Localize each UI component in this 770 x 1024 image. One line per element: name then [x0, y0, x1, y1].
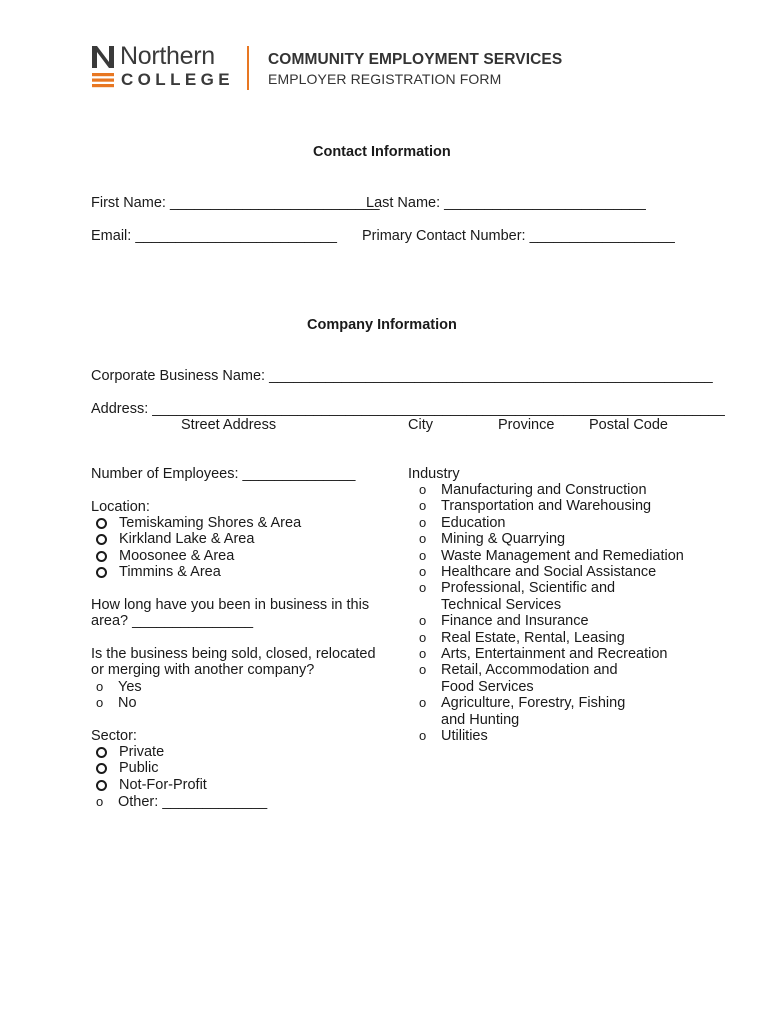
industry-option[interactable]: o Professional, Scientific and Technical Services: [407, 580, 673, 613]
business-length-field[interactable]: area? _______________: [91, 613, 254, 629]
address-postal-label: Postal Code: [589, 417, 668, 433]
sold-option-yes[interactable]: o Yes: [84, 679, 284, 695]
email-field[interactable]: Email: _________________________: [91, 228, 337, 244]
header-divider: [247, 46, 249, 90]
sector-option-label: Private: [119, 744, 165, 760]
business-name-field[interactable]: Corporate Business Name: _______________________________________________________: [91, 368, 713, 384]
radio-circle-icon[interactable]: [96, 518, 107, 529]
sector-label: Sector:: [91, 728, 137, 744]
form-department-title: COMMUNITY EMPLOYMENT SERVICES: [268, 51, 563, 68]
industry-label: Industry: [408, 466, 460, 482]
logo-wordmark-college: COLLEGE: [121, 70, 234, 89]
number-of-employees-field[interactable]: Number of Employees: ______________: [91, 466, 356, 482]
sector-option[interactable]: [96, 744, 207, 760]
address-street-label: Street Address: [181, 417, 277, 433]
radio-circle-icon[interactable]: [96, 534, 107, 545]
location-option[interactable]: [96, 515, 301, 531]
location-option-label: Timmins & Area: [119, 564, 221, 581]
location-label: Location:: [91, 499, 150, 515]
radio-circle-icon[interactable]: [96, 780, 107, 791]
location-option-label: Kirkland Lake & Area: [119, 531, 255, 548]
address-field[interactable]: Address: _______________________________________________________________________: [91, 401, 725, 417]
address-city-label: City: [408, 417, 433, 433]
first-name-field[interactable]: First Name: __________________________: [91, 195, 380, 211]
company-section-title: Company Information: [307, 317, 457, 333]
college-logo-icon: [92, 46, 116, 88]
location-options: [96, 515, 301, 581]
form-title: EMPLOYER REGISTRATION FORM: [268, 71, 502, 87]
sector-option[interactable]: [96, 760, 207, 776]
sector-options: [96, 744, 207, 793]
last-name-field[interactable]: Last Name: _________________________: [366, 195, 646, 211]
sector-option-label: Public: [119, 760, 159, 777]
industry-option[interactable]: o Transportation and Warehousing: [407, 498, 687, 514]
location-option[interactable]: [96, 564, 301, 580]
industry-option[interactable]: o Healthcare and Social Assistance: [407, 564, 687, 580]
business-sold-options: [84, 679, 284, 712]
business-sold-question-cont: or merging with another company?: [91, 662, 315, 678]
industry-options: [407, 482, 687, 745]
business-sold-question: Is the business being sold, closed, relocated: [91, 646, 376, 662]
location-option-label: Temiskaming Shores & Area: [119, 515, 302, 531]
sold-option-no[interactable]: o No: [84, 695, 284, 711]
industry-option[interactable]: o Manufacturing and Construction: [407, 482, 687, 498]
radio-circle-icon[interactable]: [96, 567, 107, 578]
radio-circle-icon[interactable]: [96, 747, 107, 758]
industry-option[interactable]: o Waste Management and Remediation: [407, 548, 687, 564]
industry-option[interactable]: o Real Estate, Rental, Leasing: [407, 630, 687, 646]
industry-option[interactable]: o Education: [407, 515, 687, 531]
industry-option[interactable]: o Finance and Insurance: [407, 613, 687, 629]
contact-section-title: Contact Information: [313, 144, 451, 160]
sector-other-field[interactable]: o Other: _____________: [84, 794, 304, 810]
industry-option[interactable]: o Retail, Accommodation and Food Services: [407, 662, 651, 695]
primary-contact-number-field[interactable]: Primary Contact Number: __________________: [362, 228, 675, 244]
sector-option-label: Not-For-Profit: [119, 776, 207, 793]
address-province-label: Province: [498, 417, 555, 433]
logo-wordmark-northern: Northern: [120, 42, 215, 70]
radio-circle-icon[interactable]: [96, 551, 107, 562]
sector-option[interactable]: [96, 777, 207, 793]
location-option[interactable]: [96, 548, 301, 564]
industry-option[interactable]: o Arts, Entertainment and Recreation: [407, 646, 687, 662]
radio-circle-icon[interactable]: [96, 763, 107, 774]
industry-option[interactable]: o Utilities: [407, 728, 687, 744]
location-option-label: Moosonee & Area: [119, 547, 235, 564]
industry-option[interactable]: o Mining & Quarrying: [407, 531, 687, 547]
location-option[interactable]: [96, 531, 301, 547]
sector-other: [84, 794, 304, 810]
business-length-question: How long have you been in business in this: [91, 597, 370, 613]
industry-option[interactable]: o Agriculture, Forestry, Fishing and Hunting: [407, 695, 651, 728]
